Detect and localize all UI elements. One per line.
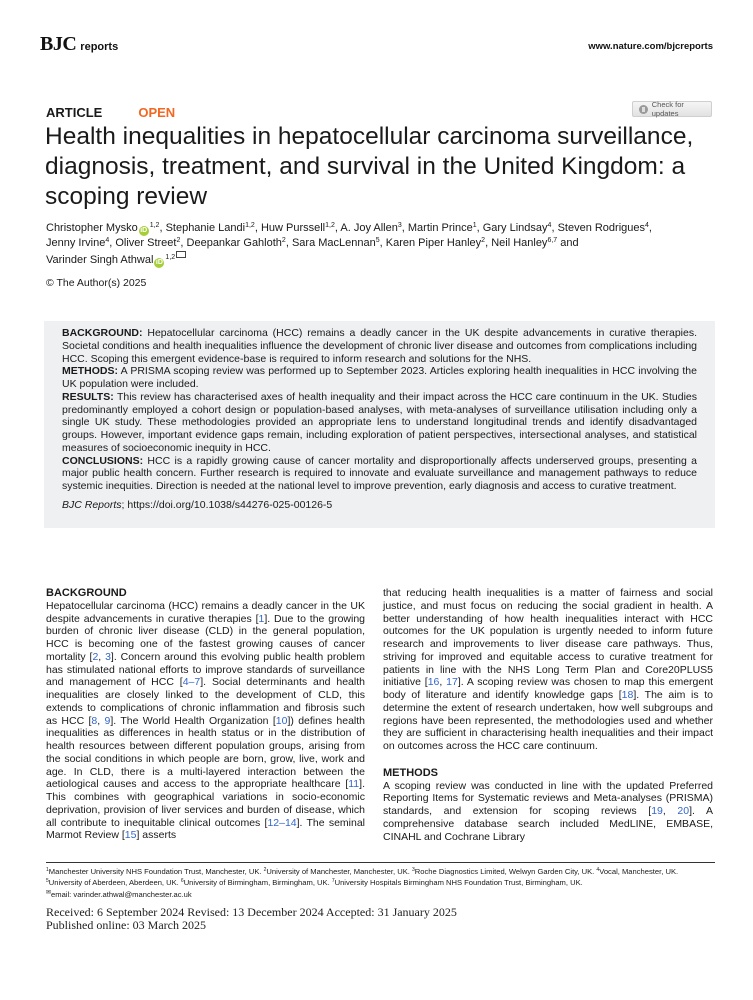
author-name[interactable]: Huw Purssell xyxy=(260,222,326,234)
author-name[interactable]: Stephanie Landi xyxy=(165,222,246,234)
article-type-row xyxy=(46,105,175,120)
author-name[interactable]: Gary Lindsay xyxy=(482,222,548,234)
author-name[interactable]: Christopher Mysko xyxy=(46,222,138,234)
article-title: Health inequalities in hepatocellular carcinoma surveillance, diagnosis, treatment, and survival in the United Kingdom: a scoping review xyxy=(45,123,694,210)
check-for-updates-label: Check for updates xyxy=(651,100,684,118)
affiliation-superscript: 4 xyxy=(645,222,649,229)
affiliation-superscript: 1 xyxy=(472,222,477,229)
author-name[interactable]: Jenny Irvine xyxy=(46,237,106,249)
abstract-methods-text: A PRISMA scoping review was performed up to September 2023. Articles exploring health inequalities in HCC involving the UK population were included. xyxy=(62,365,697,390)
affiliation-superscript: 1,2 xyxy=(149,222,160,229)
article-type-label: ARTICLE xyxy=(46,105,103,120)
body-column-right xyxy=(383,587,713,843)
methods-paragraph: A scoping review was conducted in line with the updated Preferred Reporting Items for Systematic reviews and Meta-analyses (PRISMA) standards, and extension for scoping reviews [19, 20]. A comprehensive database search included MedLINE, EMBASE, CINAHL and Cochrane Library xyxy=(383,779,713,843)
abstract-results-label: RESULTS: xyxy=(62,390,114,403)
background-paragraph-continued: that reducing health inequalities is a matter of fairness and social justice, and must focus on reducing the social gradient in health. A better understanding of how health inequalities interact with HCC outcomes for the UK population is urgently needed to inform future research and improvements to liver disease care pathways. Thus, striving for improved and equitable access to curative treatment for patients in line with the NHS Long Term Plan and Core20PLUS5 initiative [16, 17]. A scoping review was chosen to map this emergent body of literature and identify knowledge gaps [18]. The aim is to determine the extent of research undertaken, how well subgroups and regions have been represented, the methodologies used and whether they are sufficient in characterising health inequalities and their impact on outcomes across the HCC care continuum. xyxy=(383,587,713,752)
affiliations-footnote xyxy=(46,866,715,900)
reference-link[interactable]: 18 xyxy=(621,689,634,701)
reference-link[interactable]: 9 xyxy=(104,714,111,727)
section-heading-background: BACKGROUND xyxy=(46,587,127,599)
author-name[interactable]: Oliver Street xyxy=(115,237,177,249)
author-name[interactable]: Steven Rodrigues xyxy=(557,222,646,234)
affiliation-list: $^1$Manchester University NHS Foundation Trust, Manchester, UK. $^2$University of Manchester, Manchester, UK. $^3$Roche Diagnostics Limited, Welwyn Garden City, UK. $^4$Vocal, Manchester, UK. $^5$University of Aberdeen, Aberdeen, UK. $^6$University of Birmingham, Birmingham, UK. $^7$University Hospitals Birmingham NHS Foundation Trust, Birmingham, UK. xyxy=(46,867,679,887)
reference-link[interactable]: 20 xyxy=(677,805,690,817)
abstract-results xyxy=(62,391,715,455)
affiliation-superscript: 2 xyxy=(281,237,286,244)
author-name[interactable]: Karen Piper Hanley xyxy=(385,237,482,249)
affiliation-superscript: 1,2 xyxy=(245,222,255,229)
reference-link[interactable]: 16 xyxy=(427,676,440,689)
doi-link[interactable]: ; https://doi.org/10.1038/s44276-025-00126-5 xyxy=(121,498,333,511)
orcid-icon[interactable]: iD xyxy=(140,227,148,234)
abstract-background-text: Hepatocellular carcinoma (HCC) remains a deadly cancer in the UK despite advancements in curative therapies. Societal conditions and health inequalities influence the development of chronic liver disease and outcomes from complications including HCC. Scoping this emergent evidence-base is required to inform research and solutions for the NHS. xyxy=(62,327,697,365)
envelope-icon[interactable] xyxy=(176,251,186,258)
affiliation-superscript: 5 xyxy=(375,237,380,244)
abstract-conclusions-label: CONCLUSIONS: xyxy=(62,454,144,467)
author-name[interactable]: Sara MacLennan xyxy=(291,237,376,249)
affiliation-superscript: 1,2 xyxy=(165,254,176,261)
corresponding-email[interactable]: email: varinder.athwal@manchester.ac.uk xyxy=(51,890,192,899)
author-name[interactable]: Varinder Singh Athwal xyxy=(46,254,154,266)
journal-logo xyxy=(40,33,118,56)
author-list: Christopher Mysko iD$^{1,2}$, Stephanie Landi$^{1,2}$, Huw Purssell$^{1,2}$, A. Joy Allen$^3$, Martin Prince$^1$, Gary Lindsay$^4$, Steven Rodrigues$^4$, Jenny Irvine$^4$, Oliver Street$^2$, Deepankar Gahloth$^2$, Sara MacLennan$^5$, Karen Piper Hanley$^2$, Neil Hanley$^{6,7}$ and Varinder Singh Athwal iD$^{1,2}$ xyxy=(46,222,652,266)
author-name[interactable]: Martin Prince xyxy=(407,222,473,234)
abstract-conclusions xyxy=(62,455,715,493)
affiliation-superscript: 4 xyxy=(547,222,552,229)
abstract-background-label: BACKGROUND: xyxy=(62,327,143,339)
journal-logo-sub: reports xyxy=(80,41,119,53)
author-name[interactable]: Deepankar Gahloth xyxy=(186,237,282,249)
doi-line xyxy=(62,499,715,512)
abstract-results-text: This review has characterised axes of health inequality and their impact across the HCC care continuum in the UK. Studies predominantly employed a cohort design or population-based analyses, with meta-analyses of surveillance utilisation including only a single UK study. These methodologies provided an appropriate lens to understand longitudinal trends and identify disadvantaged groups. However, important evidence gaps remain, including exploration of patient perspectives, intersectional analyses, and statistical measures of socioeconomic inequity in HCC. xyxy=(62,390,697,454)
reference-link[interactable]: 19 xyxy=(651,805,663,817)
reference-link[interactable]: 2 xyxy=(92,650,99,663)
received-revised-accepted: Received: 6 September 2024 Revised: 13 December 2024 Accepted: 31 January 2025 xyxy=(46,905,457,919)
author-name[interactable]: A. Joy Allen xyxy=(340,222,398,234)
body-column-left xyxy=(46,587,365,842)
reference-link[interactable]: 12–14 xyxy=(267,816,297,829)
open-access-badge: OPEN xyxy=(138,105,176,120)
publication-dates xyxy=(46,906,457,932)
reference-link[interactable]: 10 xyxy=(275,714,288,727)
check-for-updates-button[interactable] xyxy=(632,101,712,117)
reference-link[interactable]: 4–7 xyxy=(182,676,201,689)
reference-link[interactable]: 11 xyxy=(348,778,360,791)
affiliation-superscript: 2 xyxy=(176,237,181,244)
footnote-divider xyxy=(46,862,715,863)
abstract-background xyxy=(62,327,715,365)
affiliation-superscript: 1,2 xyxy=(325,222,335,229)
doi-journal-name: BJC Reports xyxy=(62,498,122,511)
reference-link[interactable]: 17 xyxy=(446,676,458,689)
published-online: Published online: 03 March 2025 xyxy=(46,918,206,932)
abstract-conclusions-text: HCC is a rapidly growing cause of cancer mortality and disproportionally affects underserved groups, presenting a major public health concern. Further research is required to innovate and evaluate surveillance and management pathways to reduce systemic inequities. Direction is needed at the national level to improve prevention, early diagnosis and access to curative treatment. xyxy=(62,454,697,492)
mail-icon: ✉ xyxy=(46,890,52,896)
copyright-notice: © The Author(s) 2025 xyxy=(46,277,147,289)
affiliation-superscript: 3 xyxy=(397,222,402,229)
abstract-methods xyxy=(62,365,715,391)
abstract-methods-label: METHODS: xyxy=(62,365,118,378)
reference-link[interactable]: 8 xyxy=(91,714,98,727)
bookmark-icon xyxy=(639,105,648,114)
reference-link[interactable]: 15 xyxy=(124,829,137,842)
section-heading-methods: METHODS xyxy=(383,766,438,779)
author-name[interactable]: Neil Hanley xyxy=(491,237,548,249)
reference-link[interactable]: 1 xyxy=(258,612,265,625)
journal-logo-main: BJC xyxy=(40,33,77,55)
abstract-box xyxy=(44,321,715,528)
affiliation-superscript: 4 xyxy=(105,237,110,244)
orcid-icon[interactable]: iD xyxy=(155,259,163,266)
background-paragraph: Hepatocellular carcinoma (HCC) remains a deadly cancer in the UK despite advancements in curative therapies [1]. Due to the growing burden of chronic liver disease (CLD) in the general population, HCC is becoming one of the fastest growing causes of cancer mortality [2, 3]. Concern around this evolving public health problem has stimulated national efforts to improve standards of surveillance and management of HCC [4–7]. Social determinants and health inequalities are closely linked to the development of CLD, this extends to complications of chronic inflammation and fibrosis such as HCC [8, 9]. The World Health Organization [10]) defines health inequalities as differences in health status or in the distribution of health resources between different population groups, arising from the social conditions in which people are born, grow, live, work and age. In CLD, there is a multi-layered interaction between the aetiological causes and access to the appropriate healthcare [11]. This combines with geographical variations in socio-economic deprivation, provision of liver services and burden of disease, which all contribute to inequitable clinical outcomes [12–14]. The seminal Marmot Review [15] asserts xyxy=(46,599,366,842)
affiliation-superscript: 2 xyxy=(481,237,486,244)
reference-link[interactable]: 3 xyxy=(105,650,111,663)
site-url-link[interactable]: www.nature.com/bjcreports xyxy=(588,41,713,52)
affiliation-superscript: 6,7 xyxy=(547,237,558,244)
